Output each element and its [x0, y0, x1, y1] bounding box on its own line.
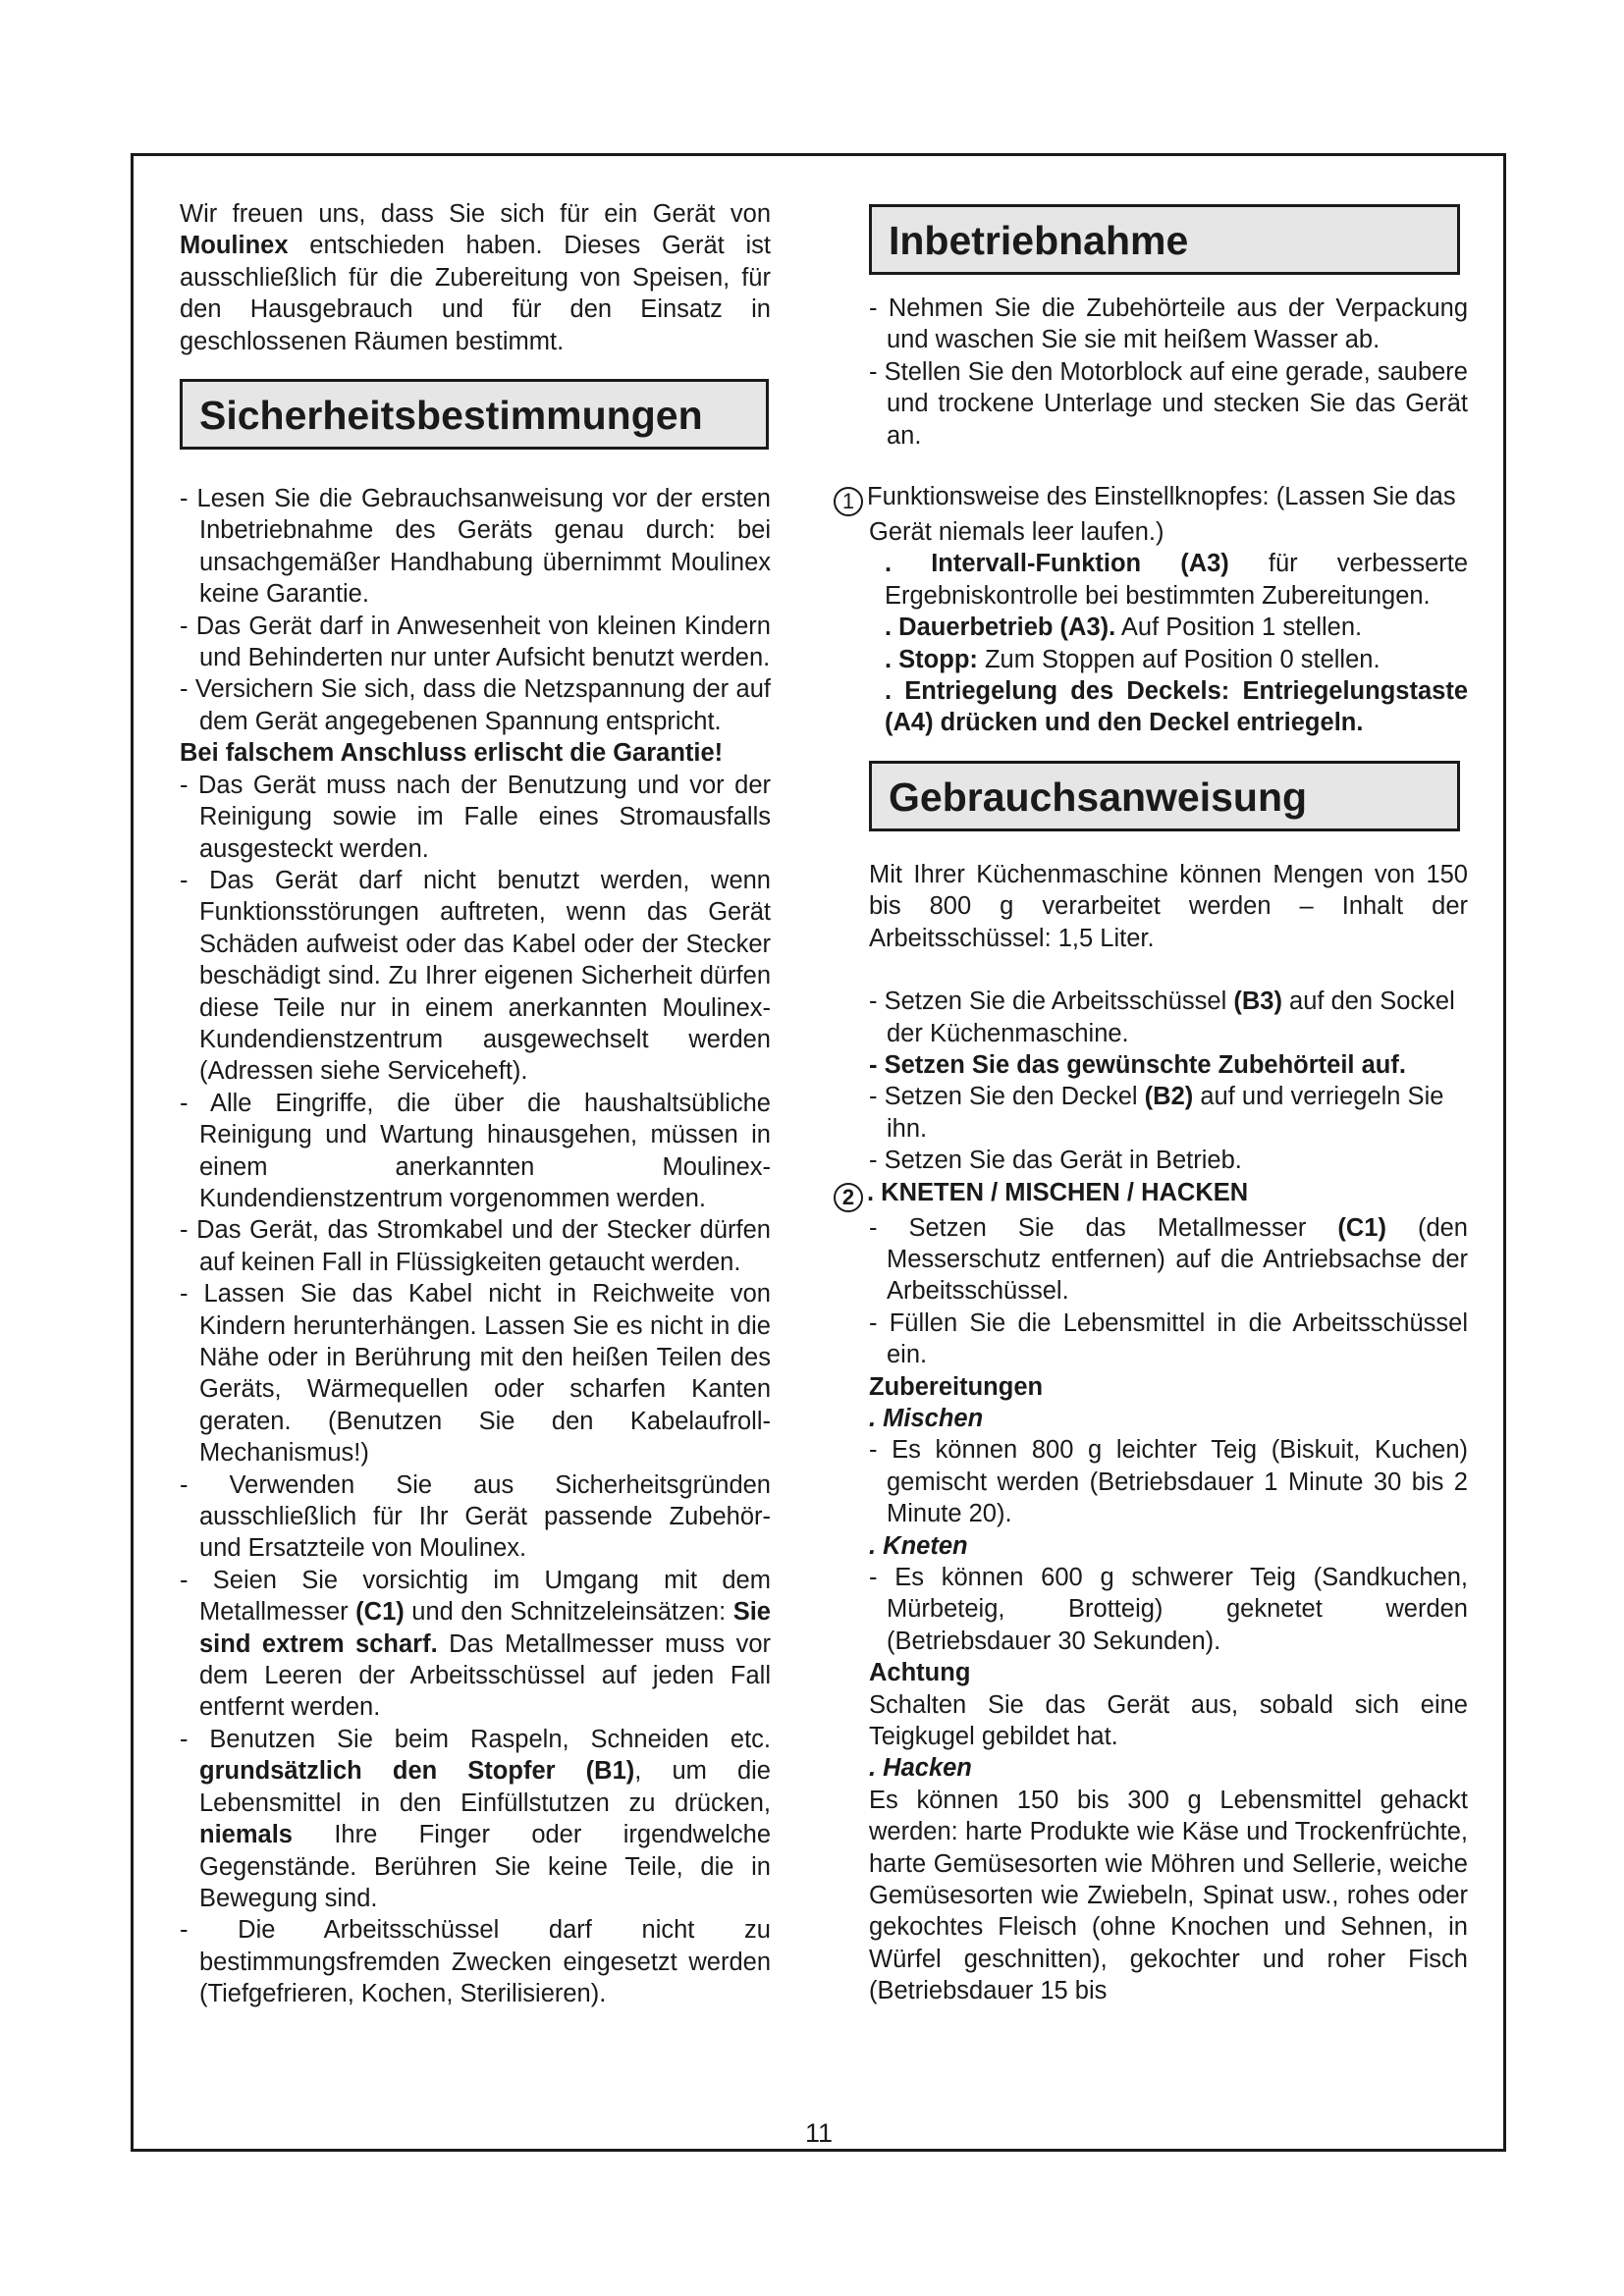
right-column [841, 198, 1469, 2007]
pusher-text-3: Ihre Finger oder irgendwelche Gegenstände. Berühren Sie keine Teile, die in Bewegung sind. [199, 1821, 771, 1912]
startup-item-1: - Nehmen Sie die Zubehörteile aus der Verpackung und waschen Sie sie mit heißem Wasser ab. [869, 294, 1468, 354]
pusher-never: niemals [199, 1821, 293, 1849]
startup-heading: Inbetriebnahme [869, 204, 1460, 275]
continuous-text: Auf Position 1 stellen. [1115, 614, 1363, 642]
attention-text: Schalten Sie das Gerät aus, sobald sich eine Teigkugel gebildet hat. [869, 1690, 1468, 1751]
left-column [180, 198, 771, 2010]
knife-warning: Sie sind extrem scharf. [199, 1598, 771, 1658]
knead-mix-chop-heading [841, 1177, 1468, 1212]
pusher-text-1: - Benutzen Sie beim Raspeln, Schneiden etc. [180, 1725, 771, 1753]
knead-heading: . Kneten [869, 1531, 968, 1560]
safety-item-knife [180, 1565, 771, 1724]
safety-item-bowl: - Die Arbeitsschüssel darf nicht zu bestimmungsfremden Zwecken eingesetzt werden (Tiefgefrieren, Kochen, Sterilisieren). [180, 1916, 771, 2008]
intro-text-start: Wir freuen uns, dass Sie sich für ein Gerät von [180, 200, 771, 228]
lid-ref: (B2) [1144, 1083, 1194, 1111]
stop-mode [869, 644, 1468, 675]
knead-mix-chop-title: . KNETEN / MISCHEN / HACKEN [867, 1178, 1249, 1206]
safety-item-5: - Das Gerät darf nicht benutzt werden, wenn Funktionsstörungen auftreten, wenn das Gerät Schäden aufweist oder das Kabel oder der Stecker beschädigt sind. Zu Ihrer eigenen Sicherheit dürfen diese Teile nur in einem anerkannten Moulinex-Kundendienstzentrum ausgewechselt werden (Adressen siehe Serviceheft). [180, 866, 771, 1086]
knife-text-3: Das Metallmesser muss vor dem Leeren der Arbeitsschüssel auf jeden Fall entfernt werden. [199, 1629, 771, 1722]
lid-text-1: - Setzen Sie den Deckel [869, 1083, 1145, 1111]
safety-item-7: - Das Gerät, das Stromkabel und der Stecker dürfen auf keinen Fall in Flüssigkeiten getaucht werden. [180, 1216, 771, 1276]
attention-heading: Achtung [869, 1659, 971, 1687]
usage-intro: Mit Ihrer Küchenmaschine können Mengen von 150 bis 800 g verarbeitet werden – Inhalt der Arbeitsschüssel: 1,5 Liter. [869, 860, 1468, 952]
stop-text: Zum Stoppen auf Position 0 stellen. [977, 645, 1380, 673]
safety-item-9: - Verwenden Sie aus Sicherheitsgründen ausschließlich für Ihr Gerät passende Zubehör- und Ersatzteile von Moulinex. [180, 1470, 771, 1563]
bowl-text-1: - Setzen Sie die Arbeitsschüssel [869, 988, 1234, 1016]
usage-step-start: - Setzen Sie das Gerät in Betrieb. [869, 1147, 1242, 1175]
knife-text-1: - Seien Sie vorsichtig im Umgang mit dem Metallmesser [180, 1566, 771, 1627]
continuous-label: . Dauerbetrieb (A3). [885, 614, 1116, 642]
startup-item-2: - Stellen Sie den Motorblock auf eine gerade, saubere und trockene Unterlage und stecken Sie das Gerät an. [869, 357, 1468, 450]
knob-function-text: Funktionsweise des Einstellknopfes: (Lassen Sie das Gerät niemals leer laufen.) [867, 483, 1456, 547]
safety-item-1: - Lesen Sie die Gebrauchsanweisung vor der ersten Inbetriebnahme des Geräts genau durch: bei unsachgemäßer Handhabung übernimmt Moulinex keine Garantie. [180, 485, 771, 609]
intro-paragraph [180, 198, 771, 357]
bowl-ref: (B3) [1233, 988, 1282, 1016]
usage-heading: Gebrauchsanweisung [869, 761, 1460, 831]
intro-text-end: entschieden haben. Dieses Gerät ist ausschließlich für die Zubereitung von Speisen, für den Hausgebrauch und für den Einsatz in geschlossenen Räumen bestimmt. [180, 232, 771, 355]
chop-heading: . Hacken [869, 1754, 972, 1783]
knead-text: - Es können 600 g schwerer Teig (Sandkuchen, Mürbeteig, Brotteig) geknetet werden (Betriebsdauer 30 Sekunden). [869, 1564, 1468, 1655]
safety-heading: Sicherheitsbestimmungen [180, 379, 769, 450]
bowl-text-2: auf den Sockel der Küchenmaschine. [887, 988, 1455, 1047]
blade-text-1: - Setzen Sie das Metallmesser [869, 1213, 1338, 1242]
mix-heading: . Mischen [869, 1404, 984, 1432]
pusher-ref: grundsätzlich den Stopfer (B1) [199, 1757, 635, 1786]
blade-ref: (C1) [1337, 1213, 1386, 1242]
interval-function [869, 548, 1468, 612]
brand-name: Moulinex [180, 232, 289, 260]
lid-text-2: auf und verriegeln Sie ihn. [887, 1083, 1444, 1143]
preparations-heading: Zubereitungen [869, 1372, 1044, 1401]
lid-unlock: . Entriegelung des Deckels: Entriegelungstaste (A4) drücken und den Deckel entriegeln. [885, 677, 1468, 737]
spacer [869, 452, 1468, 481]
knob-function [841, 481, 1468, 548]
safety-item-3: - Versichern Sie sich, dass die Netzspannung der auf dem Gerät angegebenen Spannung entspricht. [180, 675, 771, 735]
mix-text: - Es können 800 g leichter Teig (Biskuit, Kuchen) gemischt werden (Betriebsdauer 1 Minute 30 bis 2 Minute 20). [869, 1436, 1468, 1528]
stop-label: . Stopp: [885, 645, 978, 673]
knife-text-2: und den Schnitzeleinsätzen: [404, 1598, 733, 1627]
interval-text: für verbesserte Ergebniskontrolle bei bestimmten Zubereitungen. [885, 550, 1469, 610]
continuous-mode [869, 612, 1468, 643]
step-1-marker: 1 [834, 487, 863, 516]
spacer [869, 954, 1468, 986]
usage-step-lid [869, 1081, 1468, 1145]
usage-step-accessory: - Setzen Sie das gewünschte Zubehörteil auf. [869, 1050, 1406, 1079]
page-number: 11 [805, 2118, 834, 2148]
safety-item-pusher [180, 1724, 771, 1914]
warranty-warning: Bei falschem Anschluss erlischt die Garantie! [180, 739, 724, 768]
usage-step-fill: - Füllen Sie die Lebensmittel in die Arbeitsschüssel ein. [869, 1308, 1468, 1369]
chop-text: Es können 150 bis 300 g Lebensmittel gehackt werden: harte Produkte wie Käse und Trockenfrüchte, harte Gemüsesorten wie Möhren und Sellerie, weiche Gemüsesorten wie Zwiebeln, Spinat usw., rohes oder gekochtes Fleisch (ohne Knochen und Sehnen, in Würfel geschnitten), gekochter und roher Fisch (Betriebsdauer 15 bis [869, 1786, 1468, 2005]
safety-item-8: - Lassen Sie das Kabel nicht in Reichweite von Kindern herunterhängen. Lassen Sie es nicht in die Nähe oder in Berührung mit den heißen Teilen des Geräts, Wärmequellen oder scharfen Kanten geraten. (Benutzen Sie den Kabelaufroll-Mechanismus!) [180, 1280, 771, 1468]
pusher-text-2: , um die Lebensmittel in den Einfüllstutzen zu drücken, [199, 1757, 771, 1817]
interval-label: . Intervall-Funktion (A3) [885, 550, 1229, 578]
blade-text-2: (den Messerschutz entfernen) auf die Antriebsachse der Arbeitsschüssel. [887, 1213, 1468, 1306]
step-2-marker: 2 [834, 1183, 863, 1212]
usage-step-bowl [869, 986, 1468, 1049]
safety-item-6: - Alle Eingriffe, die über die haushaltsübliche Reinigung und Wartung hinausgehen, müssen in einem anerkannten Moulinex-Kundendienstzentrum vorgenommen werden. [180, 1089, 771, 1212]
safety-item-4: - Das Gerät muss nach der Benutzung und vor der Reinigung sowie im Falle eines Stromausfalls ausgesteckt werden. [180, 771, 771, 863]
knife-ref: (C1) [355, 1598, 405, 1627]
safety-item-2: - Das Gerät darf in Anwesenheit von kleinen Kindern und Behinderten nur unter Aufsicht benutzt werden. [180, 612, 771, 672]
usage-step-blade [869, 1212, 1468, 1308]
